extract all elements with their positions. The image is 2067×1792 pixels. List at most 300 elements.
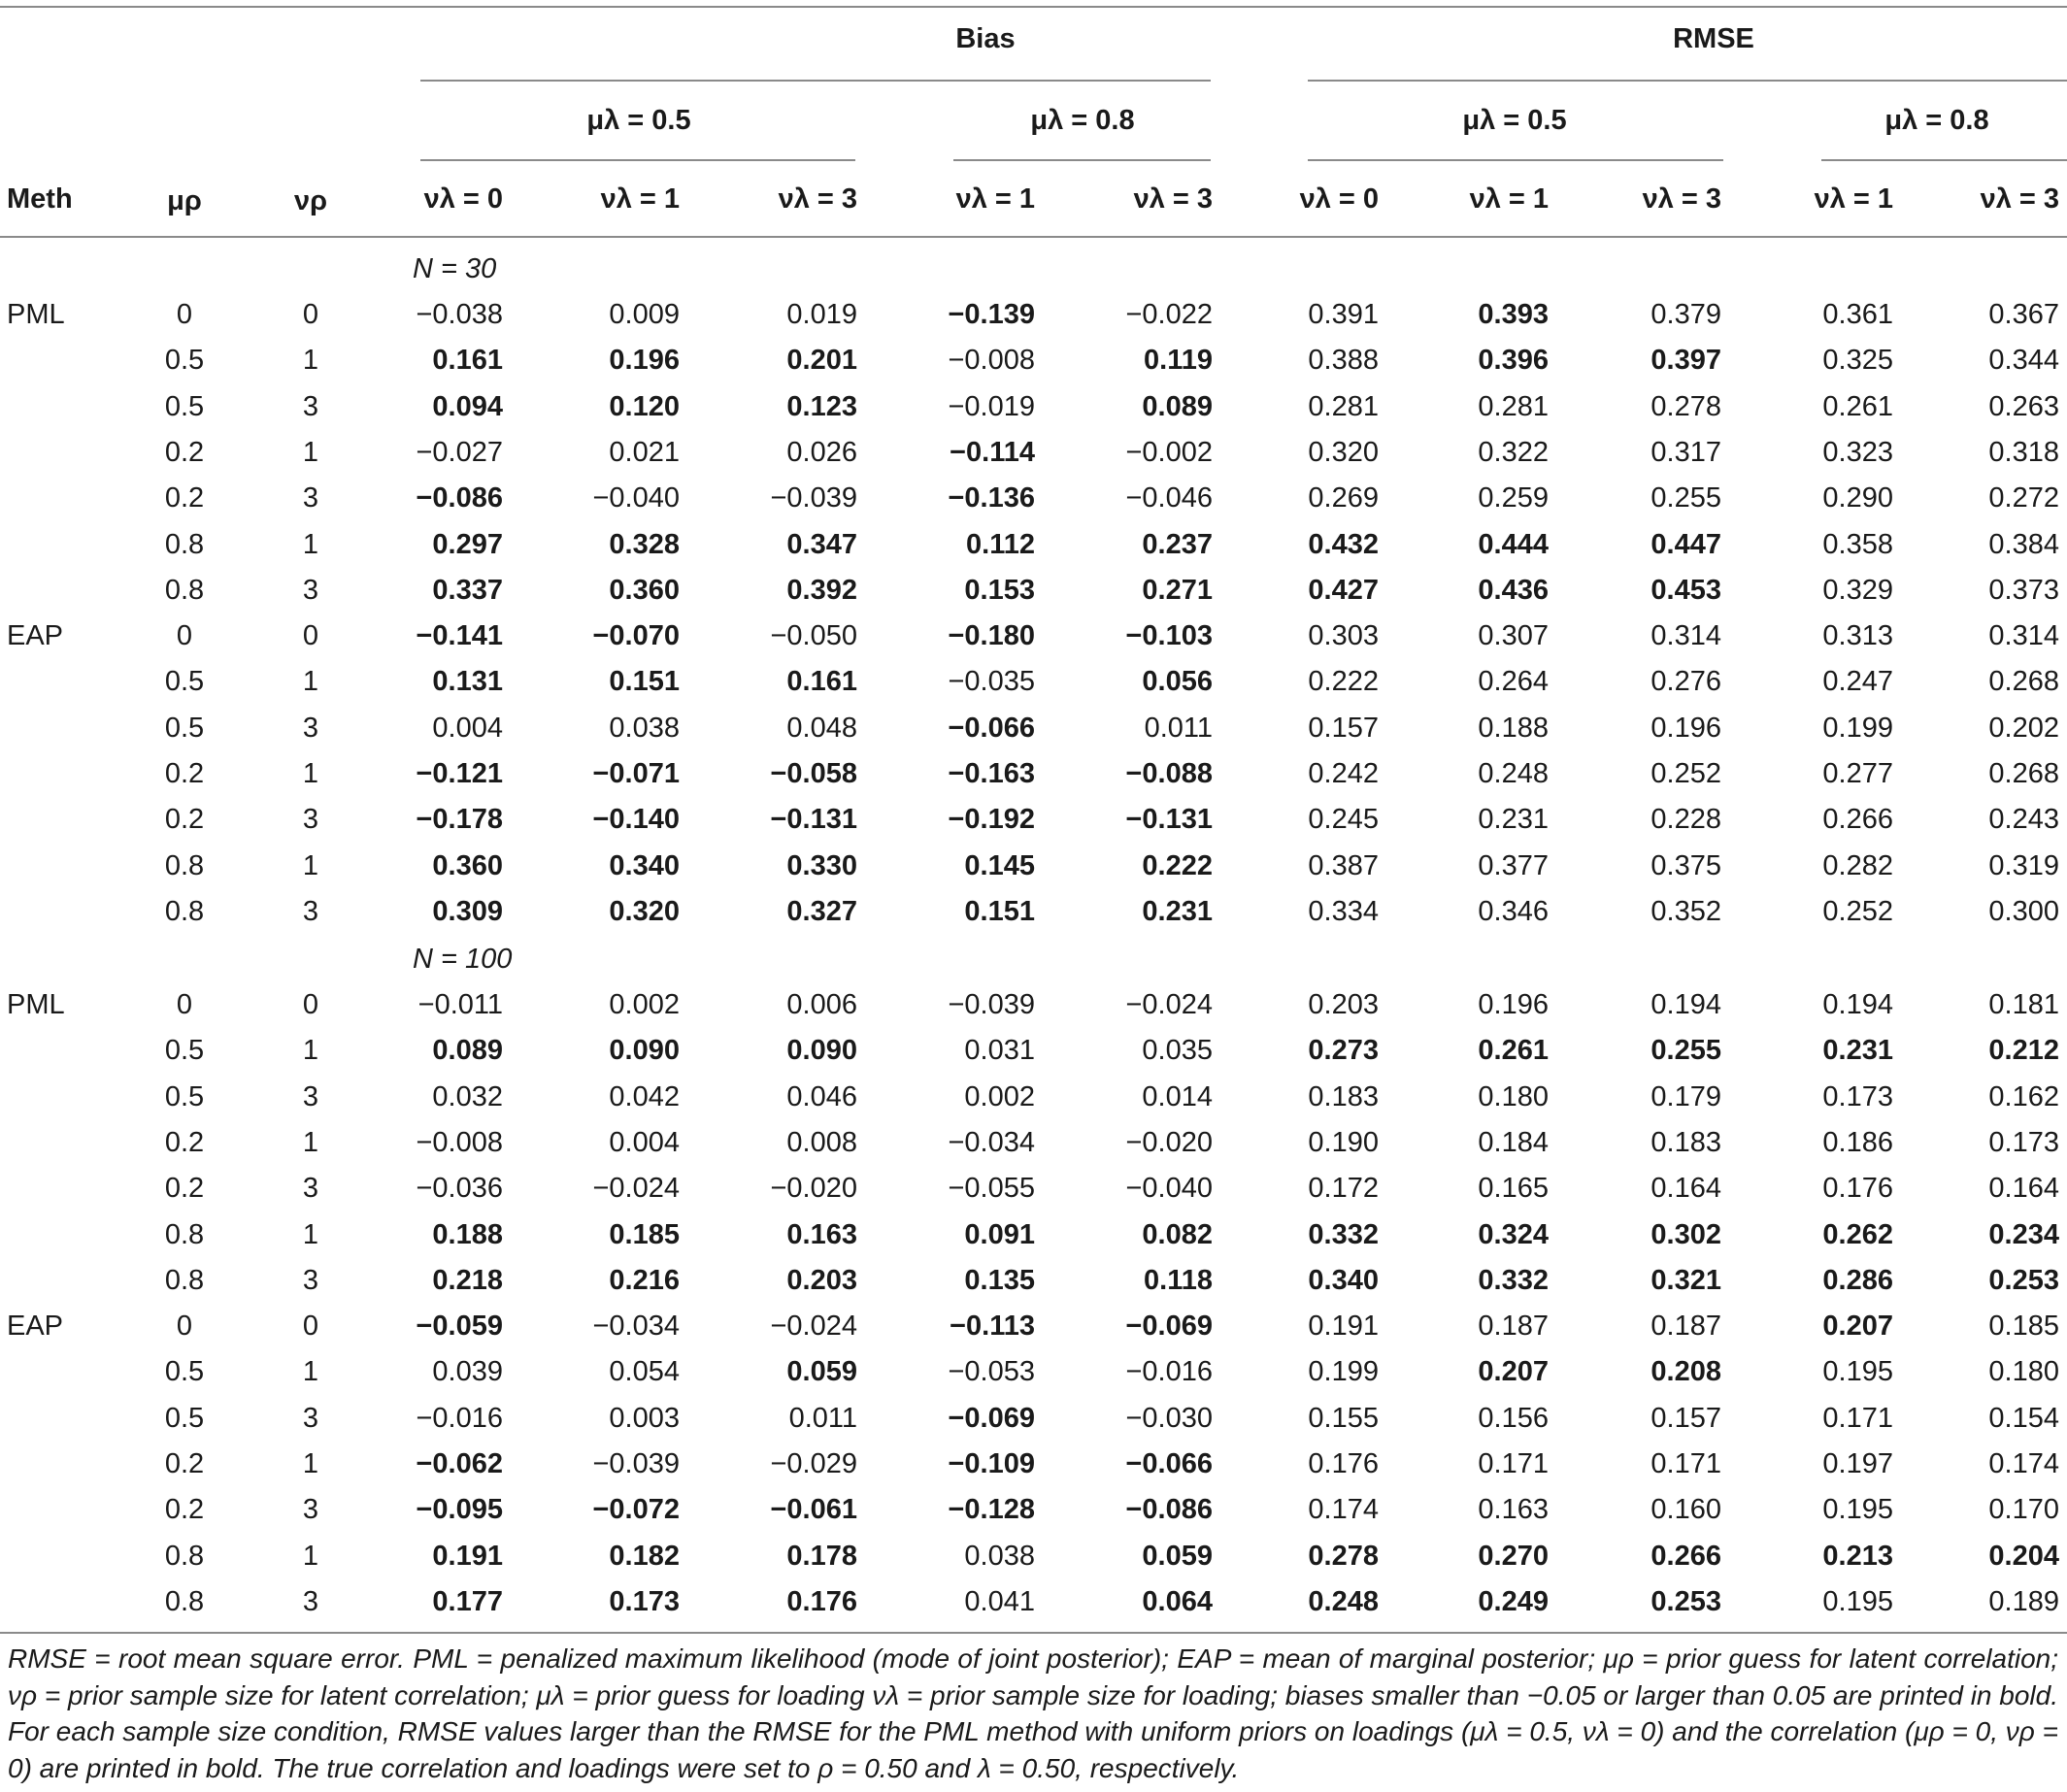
value-cell: −0.086 — [1125, 1494, 1213, 1525]
value-cell: −0.019 — [948, 391, 1035, 422]
value-cell: 0.272 — [1988, 482, 2059, 514]
value-cell: −0.121 — [416, 758, 503, 789]
value-cell: 0.186 — [1822, 1127, 1893, 1158]
value-cell: 0.183 — [1308, 1081, 1379, 1112]
value-cell: 0.059 — [1142, 1541, 1213, 1572]
value-cell: 0.337 — [432, 575, 503, 606]
value-cell: 0.059 — [786, 1356, 857, 1387]
value-cell: 0.307 — [1478, 620, 1549, 651]
value-cell: 0.213 — [1822, 1541, 1893, 1572]
bias-header: Bias — [955, 23, 1016, 54]
value-cell: 0.179 — [1650, 1081, 1721, 1112]
value-cell: 0.019 — [786, 299, 857, 330]
nu-rho-cell: 1 — [302, 1127, 319, 1158]
value-cell: 0.290 — [1822, 482, 1893, 514]
nu-rho-cell: 3 — [302, 482, 319, 514]
value-cell: 0.195 — [1822, 1586, 1893, 1617]
value-cell: 0.297 — [432, 529, 503, 560]
value-cell: 0.157 — [1308, 713, 1379, 744]
value-cell: 0.014 — [1142, 1081, 1213, 1112]
value-cell: 0.332 — [1478, 1265, 1549, 1296]
value-cell: 0.261 — [1822, 391, 1893, 422]
rmse-mu05-underline — [1308, 159, 1723, 161]
nu-rho-cell: 3 — [302, 713, 319, 744]
value-cell: 0.323 — [1822, 437, 1893, 468]
value-cell: 0.278 — [1308, 1541, 1379, 1572]
value-cell: −0.072 — [592, 1494, 680, 1525]
value-cell: 0.320 — [1308, 437, 1379, 468]
mu-rho-cell: 0.2 — [164, 1127, 205, 1158]
value-cell: 0.090 — [609, 1035, 680, 1066]
column-header: νλ = 1 — [1814, 183, 1893, 215]
value-cell: 0.151 — [964, 896, 1035, 927]
value-cell: 0.173 — [1822, 1081, 1893, 1112]
value-cell: −0.140 — [592, 804, 680, 835]
value-cell: 0.094 — [432, 391, 503, 422]
value-cell: 0.322 — [1478, 437, 1549, 468]
column-header: νλ = 3 — [778, 183, 857, 215]
value-cell: 0.252 — [1650, 758, 1721, 789]
value-cell: 0.329 — [1822, 575, 1893, 606]
value-cell: 0.319 — [1988, 850, 2059, 881]
nu-rho-cell: 1 — [302, 1035, 319, 1066]
nu-rho-cell: 3 — [302, 1081, 319, 1112]
value-cell: 0.207 — [1478, 1356, 1549, 1387]
value-cell: 0.173 — [1988, 1127, 2059, 1158]
value-cell: 0.123 — [786, 391, 857, 422]
mu-rho-cell: 0.8 — [164, 896, 205, 927]
value-cell: 0.161 — [786, 666, 857, 697]
value-cell: 0.180 — [1478, 1081, 1549, 1112]
value-cell: 0.444 — [1478, 529, 1549, 560]
value-cell: 0.268 — [1988, 758, 2059, 789]
value-cell: 0.188 — [432, 1219, 503, 1250]
value-cell: 0.340 — [609, 850, 680, 881]
value-cell: 0.324 — [1478, 1219, 1549, 1250]
value-cell: 0.300 — [1988, 896, 2059, 927]
value-cell: 0.276 — [1650, 666, 1721, 697]
nu-rho-cell: 0 — [302, 299, 319, 330]
value-cell: −0.061 — [770, 1494, 857, 1525]
value-cell: 0.218 — [432, 1265, 503, 1296]
value-cell: 0.388 — [1308, 345, 1379, 376]
group-header: μλ = 0.5 — [1462, 105, 1567, 136]
value-cell: 0.245 — [1308, 804, 1379, 835]
value-cell: 0.185 — [609, 1219, 680, 1250]
value-cell: 0.163 — [786, 1219, 857, 1250]
value-cell: −0.113 — [950, 1311, 1035, 1342]
nu-rho-cell: 3 — [302, 804, 319, 835]
value-cell: −0.069 — [1125, 1311, 1213, 1342]
mu-rho-cell: 0.5 — [164, 1035, 205, 1066]
nu-rho-cell: 3 — [302, 1403, 319, 1434]
value-cell: 0.195 — [1822, 1356, 1893, 1387]
value-cell: 0.207 — [1822, 1311, 1893, 1342]
value-cell: 0.184 — [1478, 1127, 1549, 1158]
value-cell: 0.006 — [786, 989, 857, 1020]
column-header-mu-rho: μρ — [167, 185, 202, 216]
value-cell: 0.330 — [786, 850, 857, 881]
mu-rho-cell: 0.2 — [164, 804, 205, 835]
value-cell: 0.041 — [964, 1586, 1035, 1617]
value-cell: 0.231 — [1478, 804, 1549, 835]
value-cell: 0.002 — [609, 989, 680, 1020]
value-cell: 0.346 — [1478, 896, 1549, 927]
value-cell: 0.164 — [1988, 1173, 2059, 1204]
value-cell: 0.189 — [1988, 1586, 2059, 1617]
value-cell: 0.212 — [1988, 1035, 2059, 1066]
mu-rho-cell: 0.8 — [164, 1541, 205, 1572]
mu-rho-cell: 0.8 — [164, 529, 205, 560]
value-cell: 0.187 — [1650, 1311, 1721, 1342]
value-cell: 0.112 — [966, 529, 1035, 560]
value-cell: 0.248 — [1308, 1586, 1379, 1617]
value-cell: 0.153 — [964, 575, 1035, 606]
value-cell: 0.302 — [1650, 1219, 1721, 1250]
value-cell: 0.318 — [1988, 437, 2059, 468]
mu-rho-cell: 0.2 — [164, 1173, 205, 1204]
value-cell: −0.039 — [592, 1448, 680, 1479]
value-cell: 0.156 — [1478, 1403, 1549, 1434]
value-cell: −0.040 — [592, 482, 680, 514]
value-cell: 0.436 — [1478, 575, 1549, 606]
value-cell: 0.003 — [609, 1403, 680, 1434]
value-cell: 0.026 — [786, 437, 857, 468]
value-cell: 0.261 — [1478, 1035, 1549, 1066]
rmse-header: RMSE — [1673, 23, 1754, 54]
value-cell: 0.328 — [609, 529, 680, 560]
value-cell: 0.237 — [1142, 529, 1213, 560]
value-cell: −0.109 — [948, 1448, 1035, 1479]
value-cell: 0.216 — [609, 1265, 680, 1296]
top-rule — [0, 6, 2067, 8]
value-cell: 0.002 — [964, 1081, 1035, 1112]
value-cell: 0.208 — [1650, 1356, 1721, 1387]
value-cell: −0.034 — [592, 1311, 680, 1342]
value-cell: 0.248 — [1478, 758, 1549, 789]
value-cell: 0.039 — [432, 1356, 503, 1387]
value-cell: −0.088 — [1125, 758, 1213, 789]
value-cell: 0.163 — [1478, 1494, 1549, 1525]
nu-rho-cell: 0 — [302, 989, 319, 1020]
value-cell: 0.164 — [1650, 1173, 1721, 1204]
value-cell: 0.004 — [432, 713, 503, 744]
method-cell: PML — [7, 299, 65, 330]
value-cell: 0.352 — [1650, 896, 1721, 927]
bias-mu08-underline — [953, 159, 1211, 161]
value-cell: −0.136 — [948, 482, 1035, 514]
value-cell: 0.174 — [1988, 1448, 2059, 1479]
value-cell: −0.020 — [770, 1173, 857, 1204]
value-cell: −0.053 — [948, 1356, 1035, 1387]
value-cell: 0.303 — [1308, 620, 1379, 651]
value-cell: −0.002 — [1125, 437, 1213, 468]
nu-rho-cell: 3 — [302, 1586, 319, 1617]
value-cell: −0.024 — [770, 1311, 857, 1342]
nu-rho-cell: 1 — [302, 850, 319, 881]
value-cell: 0.203 — [1308, 989, 1379, 1020]
section-label: N = 30 — [413, 253, 497, 284]
value-cell: −0.192 — [948, 804, 1035, 835]
nu-rho-cell: 1 — [302, 345, 319, 376]
value-cell: 0.360 — [609, 575, 680, 606]
value-cell: 0.181 — [1988, 989, 2059, 1020]
value-cell: −0.022 — [1125, 299, 1213, 330]
value-cell: 0.286 — [1822, 1265, 1893, 1296]
value-cell: 0.054 — [609, 1356, 680, 1387]
bias-underline — [420, 80, 1211, 82]
value-cell: 0.038 — [609, 713, 680, 744]
mu-rho-cell: 0.8 — [164, 1265, 205, 1296]
value-cell: 0.242 — [1308, 758, 1379, 789]
value-cell: 0.432 — [1308, 529, 1379, 560]
value-cell: −0.011 — [417, 989, 503, 1020]
value-cell: 0.120 — [609, 391, 680, 422]
value-cell: 0.154 — [1988, 1403, 2059, 1434]
value-cell: 0.228 — [1650, 804, 1721, 835]
value-cell: 0.309 — [432, 896, 503, 927]
value-cell: −0.070 — [592, 620, 680, 651]
value-cell: 0.165 — [1478, 1173, 1549, 1204]
value-cell: 0.032 — [432, 1081, 503, 1112]
value-cell: 0.453 — [1650, 575, 1721, 606]
value-cell: −0.131 — [770, 804, 857, 835]
value-cell: 0.004 — [609, 1127, 680, 1158]
value-cell: 0.145 — [964, 850, 1035, 881]
nu-rho-cell: 0 — [302, 1311, 319, 1342]
section-label: N = 100 — [413, 944, 513, 975]
value-cell: 0.176 — [786, 1586, 857, 1617]
value-cell: 0.188 — [1478, 713, 1549, 744]
value-cell: −0.016 — [1125, 1356, 1213, 1387]
value-cell: 0.317 — [1650, 437, 1721, 468]
value-cell: 0.031 — [964, 1035, 1035, 1066]
column-header: νλ = 1 — [955, 183, 1035, 215]
value-cell: 0.379 — [1650, 299, 1721, 330]
header-bottom-rule — [0, 236, 2067, 238]
value-cell: 0.176 — [1308, 1448, 1379, 1479]
value-cell: 0.393 — [1478, 299, 1549, 330]
value-cell: −0.040 — [1125, 1173, 1213, 1204]
value-cell: −0.038 — [416, 299, 503, 330]
mu-rho-cell: 0 — [176, 620, 193, 651]
value-cell: 0.135 — [964, 1265, 1035, 1296]
value-cell: 0.182 — [609, 1541, 680, 1572]
value-cell: 0.263 — [1988, 391, 2059, 422]
value-cell: 0.325 — [1822, 345, 1893, 376]
value-cell: 0.178 — [786, 1541, 857, 1572]
value-cell: 0.252 — [1822, 896, 1893, 927]
value-cell: 0.082 — [1142, 1219, 1213, 1250]
column-header: νλ = 0 — [1299, 183, 1379, 215]
value-cell: 0.397 — [1650, 345, 1721, 376]
value-cell: 0.373 — [1988, 575, 2059, 606]
value-cell: 0.387 — [1308, 850, 1379, 881]
mu-rho-cell: 0 — [176, 989, 193, 1020]
value-cell: 0.089 — [1142, 391, 1213, 422]
value-cell: 0.282 — [1822, 850, 1893, 881]
value-cell: 0.090 — [786, 1035, 857, 1066]
value-cell: 0.375 — [1650, 850, 1721, 881]
value-cell: 0.262 — [1822, 1219, 1893, 1250]
value-cell: 0.344 — [1988, 345, 2059, 376]
value-cell: −0.039 — [948, 989, 1035, 1020]
value-cell: 0.391 — [1308, 299, 1379, 330]
value-cell: 0.196 — [1478, 989, 1549, 1020]
value-cell: 0.119 — [1144, 345, 1213, 376]
mu-rho-cell: 0.8 — [164, 850, 205, 881]
value-cell: 0.011 — [788, 1403, 857, 1434]
value-cell: 0.191 — [432, 1541, 503, 1572]
value-cell: 0.171 — [1478, 1448, 1549, 1479]
nu-rho-cell: 3 — [302, 1173, 319, 1204]
value-cell: 0.056 — [1142, 666, 1213, 697]
nu-rho-cell: 1 — [302, 1219, 319, 1250]
column-header: νλ = 1 — [1469, 183, 1549, 215]
value-cell: 0.255 — [1650, 1035, 1721, 1066]
column-header-nu-rho: νρ — [293, 185, 328, 216]
value-cell: 0.199 — [1308, 1356, 1379, 1387]
nu-rho-cell: 3 — [302, 391, 319, 422]
value-cell: 0.340 — [1308, 1265, 1379, 1296]
value-cell: 0.231 — [1142, 896, 1213, 927]
value-cell: 0.253 — [1988, 1265, 2059, 1296]
nu-rho-cell: 0 — [302, 620, 319, 651]
value-cell: 0.160 — [1650, 1494, 1721, 1525]
value-cell: 0.021 — [609, 437, 680, 468]
value-cell: 0.268 — [1988, 666, 2059, 697]
nu-rho-cell: 3 — [302, 896, 319, 927]
group-header: μλ = 0.8 — [1884, 105, 1989, 136]
value-cell: 0.042 — [609, 1081, 680, 1112]
value-cell: −0.131 — [1125, 804, 1213, 835]
value-cell: 0.180 — [1988, 1356, 2059, 1387]
value-cell: 0.334 — [1308, 896, 1379, 927]
value-cell: 0.191 — [1308, 1311, 1379, 1342]
method-cell: PML — [7, 989, 65, 1020]
bias-mu05-underline — [420, 159, 855, 161]
value-cell: 0.255 — [1650, 482, 1721, 514]
value-cell: 0.273 — [1308, 1035, 1379, 1066]
mu-rho-cell: 0.2 — [164, 437, 205, 468]
value-cell: 0.173 — [609, 1586, 680, 1617]
value-cell: 0.259 — [1478, 482, 1549, 514]
value-cell: 0.171 — [1650, 1448, 1721, 1479]
nu-rho-cell: 1 — [302, 1448, 319, 1479]
value-cell: 0.008 — [786, 1127, 857, 1158]
value-cell: 0.277 — [1822, 758, 1893, 789]
value-cell: 0.204 — [1988, 1541, 2059, 1572]
mu-rho-cell: 0.5 — [164, 1356, 205, 1387]
value-cell: −0.008 — [948, 345, 1035, 376]
nu-rho-cell: 3 — [302, 575, 319, 606]
value-cell: 0.009 — [609, 299, 680, 330]
value-cell: 0.035 — [1142, 1035, 1213, 1066]
value-cell: 0.332 — [1308, 1219, 1379, 1250]
nu-rho-cell: 1 — [302, 1541, 319, 1572]
value-cell: 0.048 — [786, 713, 857, 744]
nu-rho-cell: 3 — [302, 1265, 319, 1296]
value-cell: −0.030 — [1125, 1403, 1213, 1434]
mu-rho-cell: 0.8 — [164, 1219, 205, 1250]
value-cell: 0.360 — [432, 850, 503, 881]
method-cell: EAP — [7, 1311, 64, 1342]
value-cell: 0.176 — [1822, 1173, 1893, 1204]
value-cell: 0.185 — [1988, 1311, 2059, 1342]
value-cell: 0.172 — [1308, 1173, 1379, 1204]
value-cell: 0.151 — [609, 666, 680, 697]
value-cell: −0.058 — [770, 758, 857, 789]
value-cell: 0.361 — [1822, 299, 1893, 330]
value-cell: 0.384 — [1988, 529, 2059, 560]
column-header: νλ = 3 — [1642, 183, 1721, 215]
rmse-mu08-underline — [1821, 159, 2067, 161]
value-cell: 0.222 — [1308, 666, 1379, 697]
value-cell: 0.091 — [964, 1219, 1035, 1250]
table-footnote: RMSE = root mean square error. PML = penalized maximum likelihood (mode of joint posterior); EAP = mean of marginal posterior; μρ = prior guess for latent correlation; νρ = prior sample size for latent correlation; μλ = prior guess for loading νλ = prior sample size for loading; biases smaller than −0.05 or larger than 0.05 are printed in bold. For each sample size condition, RMSE values larger than the RMSE for the PML method with uniform priors on loadings (μλ = 0.5, νλ = 0) and the correlation (μρ = 0, νρ = 0) are printed in bold. The true correlation and loadings were set to ρ = 0.50 and λ = 0.50, respectively. — [8, 1643, 2058, 1783]
value-cell: 0.377 — [1478, 850, 1549, 881]
value-cell: −0.050 — [770, 620, 857, 651]
value-cell: −0.178 — [416, 804, 503, 835]
value-cell: 0.038 — [964, 1541, 1035, 1572]
value-cell: −0.035 — [948, 666, 1035, 697]
value-cell: 0.155 — [1308, 1403, 1379, 1434]
value-cell: −0.039 — [770, 482, 857, 514]
value-cell: 0.196 — [1650, 713, 1721, 744]
value-cell: 0.281 — [1308, 391, 1379, 422]
mu-rho-cell: 0.8 — [164, 575, 205, 606]
value-cell: 0.231 — [1822, 1035, 1893, 1066]
value-cell: 0.174 — [1308, 1494, 1379, 1525]
value-cell: −0.046 — [1125, 482, 1213, 514]
value-cell: 0.270 — [1478, 1541, 1549, 1572]
value-cell: 0.327 — [786, 896, 857, 927]
column-header: νλ = 0 — [423, 183, 503, 215]
value-cell: −0.008 — [416, 1127, 503, 1158]
nu-rho-cell: 1 — [302, 1356, 319, 1387]
value-cell: −0.114 — [950, 437, 1035, 468]
mu-rho-cell: 0.2 — [164, 758, 205, 789]
value-cell: −0.059 — [416, 1311, 503, 1342]
value-cell: −0.024 — [1125, 989, 1213, 1020]
value-cell: −0.036 — [416, 1173, 503, 1204]
value-cell: 0.194 — [1822, 989, 1893, 1020]
nu-rho-cell: 1 — [302, 529, 319, 560]
value-cell: 0.202 — [1988, 713, 2059, 744]
value-cell: 0.011 — [1144, 713, 1213, 744]
value-cell: −0.062 — [416, 1448, 503, 1479]
value-cell: 0.314 — [1988, 620, 2059, 651]
mu-rho-cell: 0.2 — [164, 482, 205, 514]
value-cell: 0.266 — [1822, 804, 1893, 835]
value-cell: −0.095 — [416, 1494, 503, 1525]
nu-rho-cell: 1 — [302, 437, 319, 468]
mu-rho-cell: 0.2 — [164, 1494, 205, 1525]
value-cell: −0.066 — [1125, 1448, 1213, 1479]
mu-rho-cell: 0 — [176, 299, 193, 330]
value-cell: 0.247 — [1822, 666, 1893, 697]
value-cell: 0.320 — [609, 896, 680, 927]
value-cell: −0.141 — [416, 620, 503, 651]
value-cell: −0.180 — [948, 620, 1035, 651]
nu-rho-cell: 1 — [302, 758, 319, 789]
value-cell: −0.016 — [416, 1403, 503, 1434]
mu-rho-cell: 0.5 — [164, 1081, 205, 1112]
value-cell: 0.447 — [1650, 529, 1721, 560]
group-header: μλ = 0.5 — [586, 105, 691, 136]
value-cell: 0.196 — [609, 345, 680, 376]
value-cell: 0.281 — [1478, 391, 1549, 422]
